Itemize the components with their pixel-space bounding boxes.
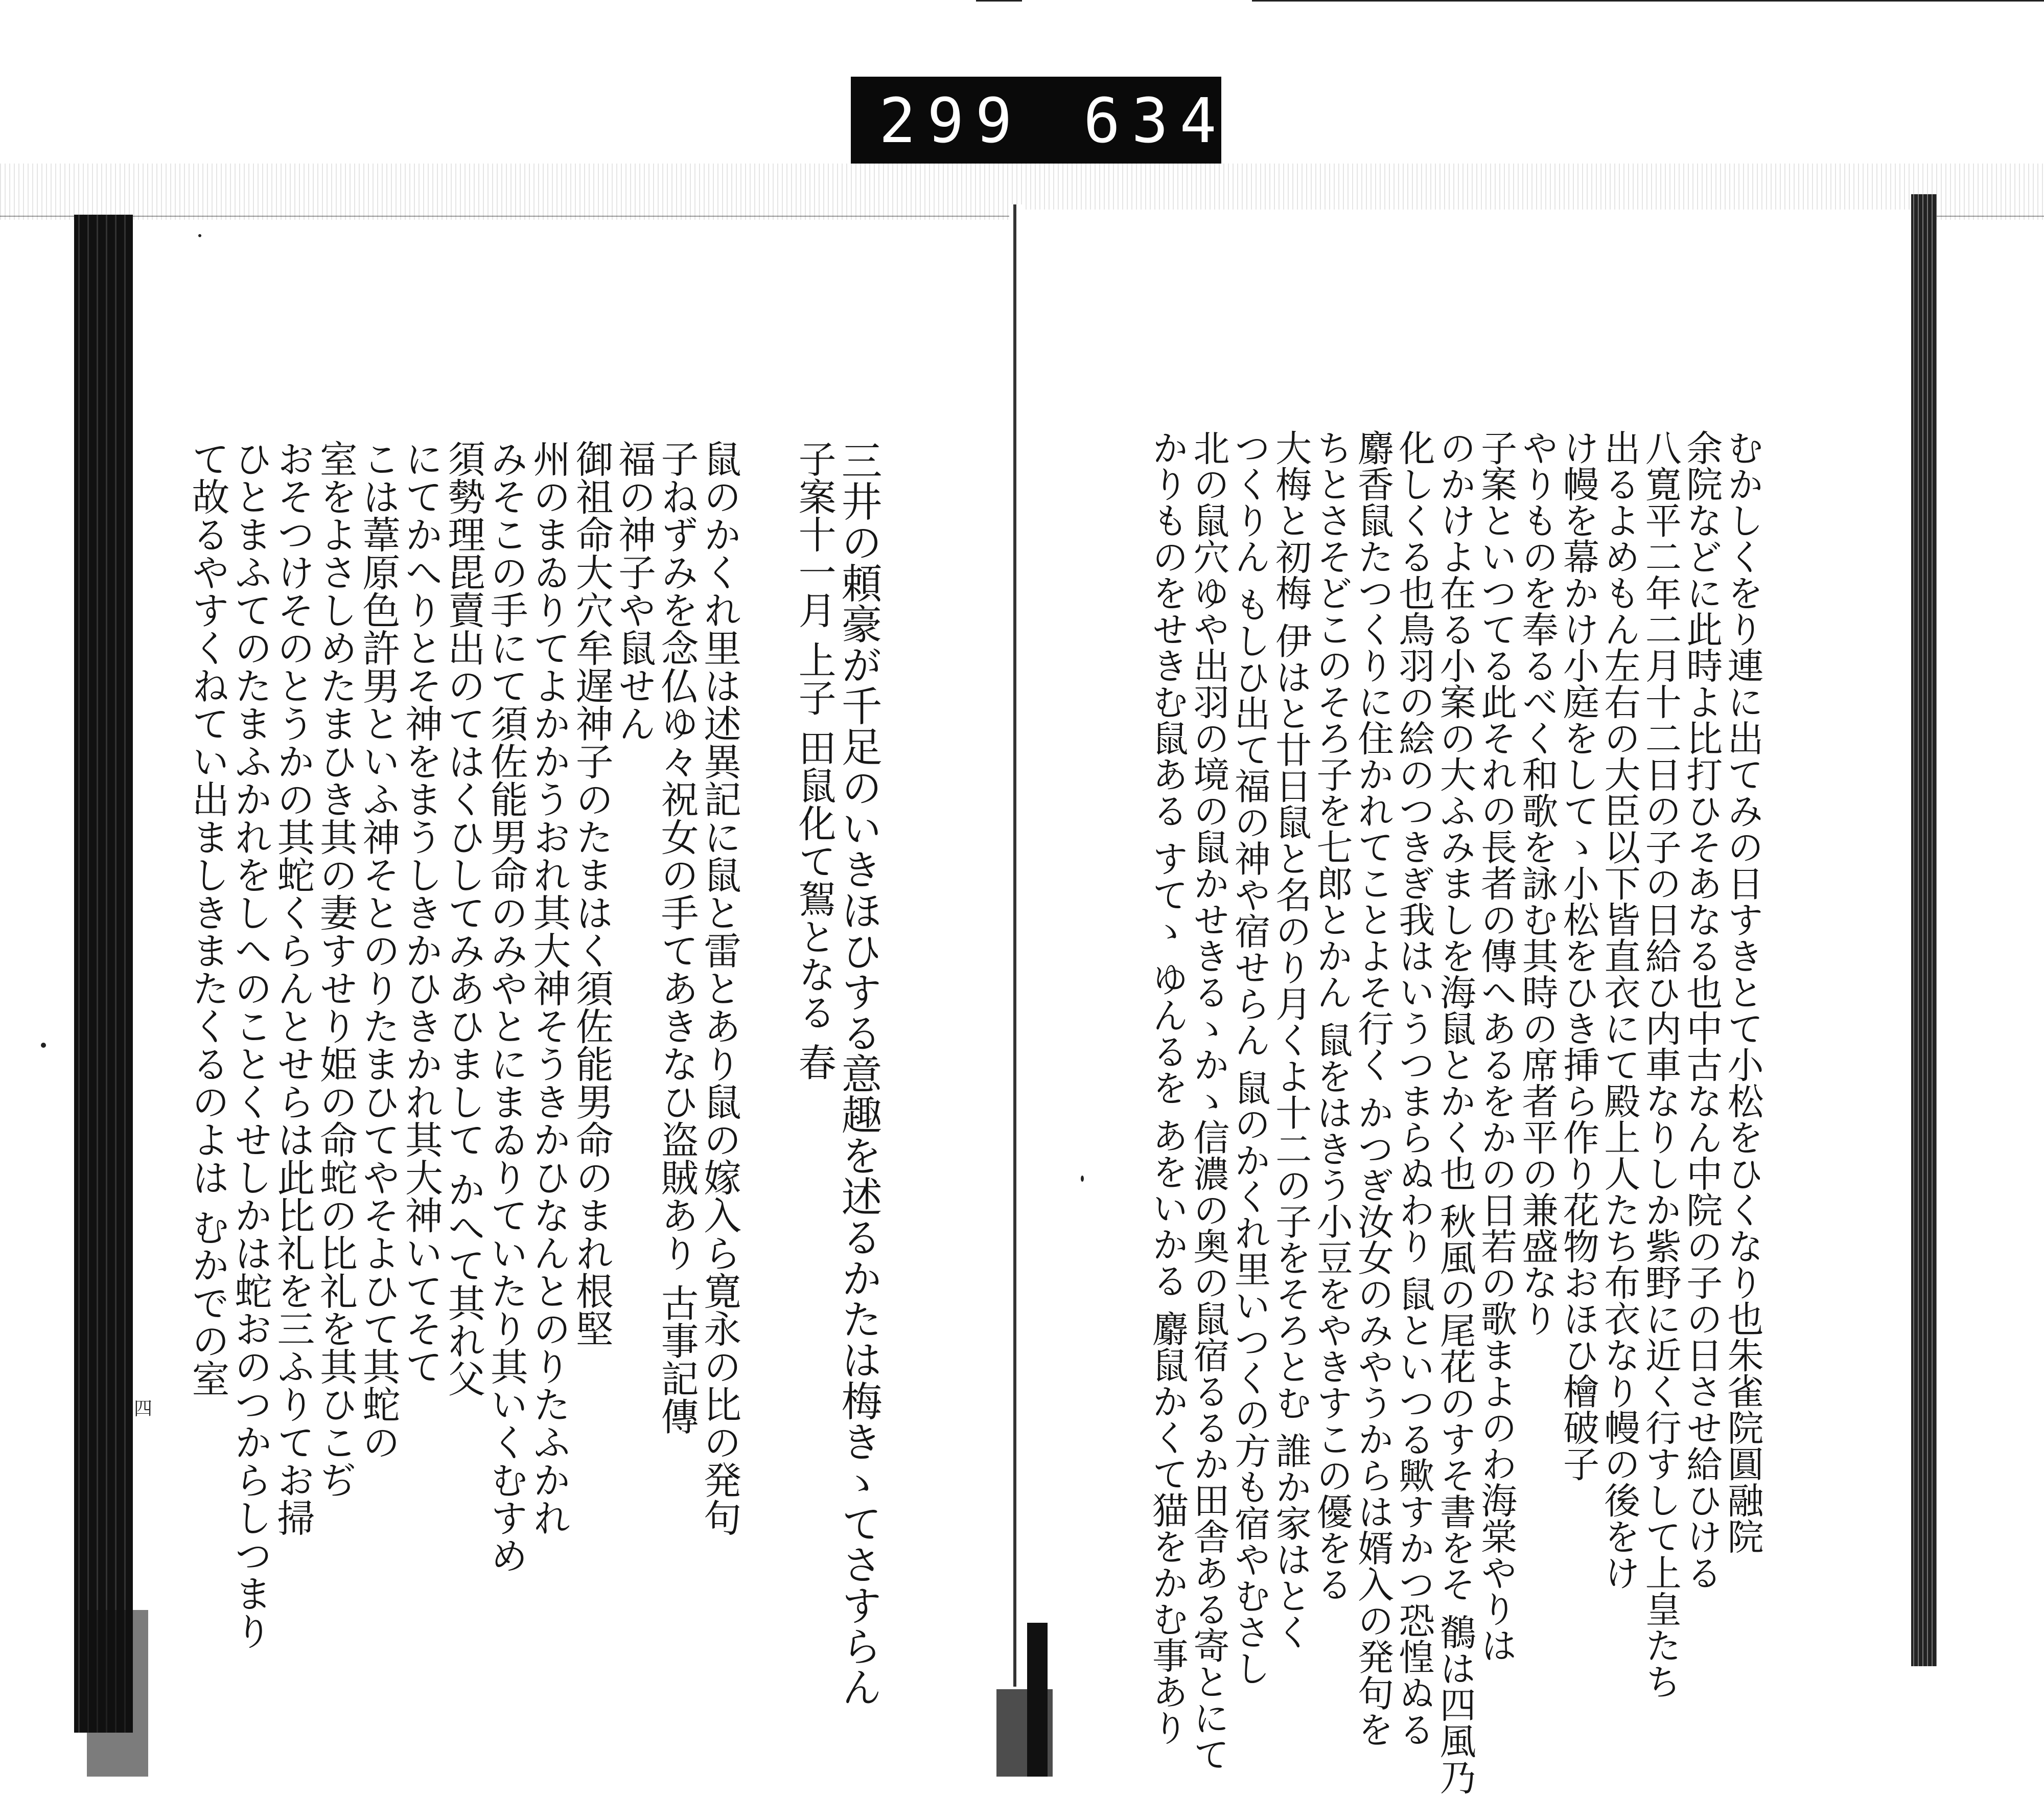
text-column: 子案十一月 上子 田鼠化て鴽となる 春 — [792, 440, 837, 1081]
text-column: ちとさそどこのそろ子を七郎とかん 鼠をはきう小豆をやきすこの優をる — [1311, 429, 1354, 1602]
text-column: やりものを奉るべく和歌を詠む其時の席者平の兼盛なり — [1516, 429, 1559, 1337]
archive-number-right: 634. — [1083, 86, 1276, 157]
text-column: 州のまゐりてよかかうおれ其大神そうきかひなんとのりたふかれ — [527, 440, 571, 1536]
text-column: かりものをせきむ鼠ある すてゝ ゆんるを あをいかる 麝鼠かくて猫をかむ事あり — [1146, 429, 1189, 1746]
text-column: 八寛平二年二月十二日の子の日給ひ内車なりしか紫野に近く行すして上皇たち — [1639, 429, 1682, 1699]
text-column: 子案といつてる此それの長者の傳へあるをかの日若の歌まよのわ海棠やりは — [1475, 429, 1518, 1663]
ink-speck — [1081, 1176, 1084, 1182]
archive-label — [851, 77, 1276, 164]
right-book-edge — [1911, 194, 1937, 1666]
text-column: 出るよめもん左右の大臣以下皆直衣にて殿上人たち布衣なり幔の後をけ — [1598, 429, 1641, 1591]
text-column: て故るやすくねてい出ましきまたくるのよは むかでの室 — [185, 440, 230, 1397]
left-book-edge — [74, 215, 133, 1733]
text-column: 麝香鼠たつくりに住かれてことよそ行く かつぎ汝女のみやうからは婿入の発句を — [1352, 429, 1395, 1747]
ink-speck — [198, 234, 201, 237]
text-column: にてかへりとそ神をまうしきかひきかれ其大神いてそて — [399, 440, 443, 1385]
text-column: おそつけそのとうかの其蛇くらんとせらは此比礼を三ふりてお掃 — [271, 440, 315, 1536]
text-column: 鼠のかくれ里は述異記に鼠と雷とあり鼠の嫁入ら寛永の比の発句 — [698, 440, 742, 1536]
text-column: のかけよ在る小案の大ふみましを海鼠とかく也 秋風の尾花のすそ書をそ 鶺は四風乃 — [1434, 429, 1477, 1795]
text-column: 子ねずみを念仏ゆ々祝女の手てあきなひ盗賊あり 古事記傳 — [655, 440, 699, 1435]
text-column: 余院などに此時よ比打ひそあなる也中古なん中院の子の日させ給ひける — [1680, 429, 1723, 1591]
text-column: むかしくをり連に出てみの日すきとて小松をひくなり也朱雀院圓融院 — [1722, 429, 1764, 1554]
text-column: 化しくる也鳥羽の絵のつきぎ我はいうつまらぬわり 鼠といつる歟すかつ恐惶ぬる — [1392, 429, 1435, 1747]
text-column: こは葦原色許男といふ神そとのりたまひてやそよひて其蛇の — [356, 440, 401, 1461]
left-page-text — [184, 440, 882, 1707]
text-column: 大梅と初梅 伊はと廿日鼠と名のり月くよ十二の子をそろとむ 誰か家はとく — [1269, 429, 1312, 1650]
text-column: 室をよさしめたまひき其の妻すせり姫の命蛇の比礼を其ひこぢ — [313, 440, 358, 1499]
text-column: 福の神子や鼠せん — [612, 440, 657, 742]
scan-top-rule-left — [976, 0, 1022, 2]
text-column: 三井の頼豪が千足のいきほひする意趣を述るかたは梅きゝてさすらん — [834, 440, 882, 1707]
left-edge-shadow — [87, 1610, 148, 1777]
text-column: みそこの手にて須佐能男命のみやとにまゐりていたり其いくむすめ — [484, 440, 528, 1574]
archive-number-left: 299 — [879, 86, 1024, 157]
text-column: け幔を幕かけ小庭をしてゝ小松をひき挿ら作り花物おほひ檜破子 — [1557, 429, 1600, 1482]
text-column: つくりん もしひ出て福の神や宿せらん 鼠のかくれ里いつくの方も宿やむさし — [1228, 429, 1271, 1687]
text-column: 須勢理毘賣出のてはくひしてみあひまして かへて其れ父 — [442, 440, 486, 1397]
scan-top-rule-right — [1252, 0, 2044, 2]
left-page-number: 四 — [134, 1398, 153, 1419]
book-gutter — [1009, 204, 1025, 1687]
text-column: 北の鼠穴ゆや出羽の境の鼠かせきるゝかゝ信濃の奥の鼠宿るるか田舎ある寄とにて — [1187, 429, 1230, 1772]
ink-speck — [41, 1043, 46, 1048]
gutter-shadow — [996, 1689, 1053, 1777]
text-column: 御祖命大穴牟遅神子のたまはく須佐能男命のまれ根堅 — [569, 440, 614, 1347]
right-page-text — [1145, 429, 1764, 1795]
text-column: ひとまふてのたまふかれをしへのことくせしかは蛇おのつからしつまり — [228, 440, 272, 1650]
